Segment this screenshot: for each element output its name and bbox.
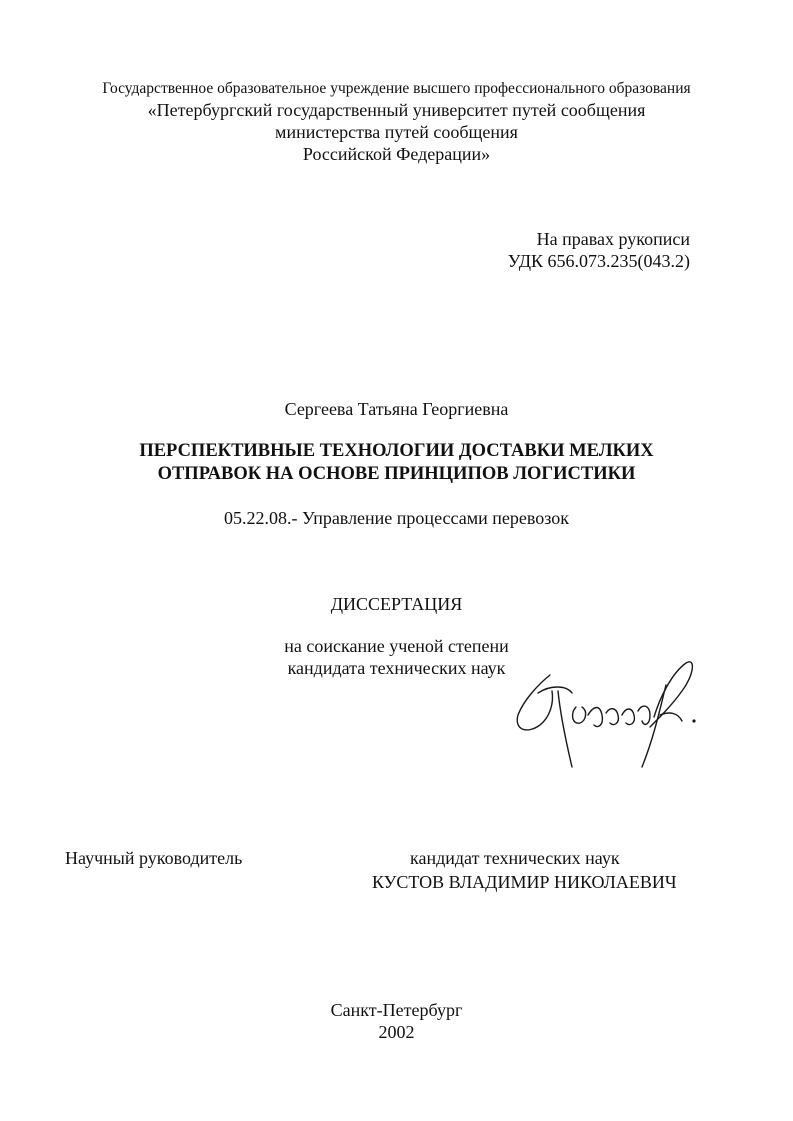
year: 2002 bbox=[378, 1022, 415, 1042]
supervisor-label: Научный руководитель bbox=[65, 848, 243, 868]
supervisor-degree: кандидат технических наук bbox=[410, 848, 620, 868]
city: Санкт-Петербург bbox=[330, 1000, 463, 1020]
supervisor-name: КУСТОВ ВЛАДИМИР НИКОЛАЕВИЧ bbox=[372, 872, 677, 892]
udc-code: УДК 656.073.235(043.2) bbox=[507, 251, 690, 271]
document-type: ДИССЕРТАЦИЯ bbox=[330, 594, 463, 614]
author-name: Сергеева Татьяна Георгиевна bbox=[284, 399, 509, 419]
handwritten-signature bbox=[510, 655, 705, 770]
thesis-title-line-2: ОТПРАВОК НА ОСНОВЕ ПРИНЦИПОВ ЛОГИСТИКИ bbox=[157, 464, 636, 484]
degree-line-1: на соискание ученой степени bbox=[284, 636, 509, 656]
specialty-code: 05.22.08.- Управление процессами перевозок bbox=[224, 508, 569, 528]
institution-line-3: министерства путей сообщения bbox=[275, 122, 518, 142]
thesis-title-line-1: ПЕРСПЕКТИВНЫЕ ТЕХНОЛОГИИ ДОСТАВКИ МЕЛКИХ bbox=[139, 441, 654, 461]
institution-line-2: «Петербургский государственный университет путей сообщения bbox=[147, 100, 646, 120]
manuscript-rights: На правах рукописи bbox=[536, 229, 690, 249]
degree-line-2: кандидата технических наук bbox=[287, 658, 506, 678]
institution-line-4: Российской Федерации» bbox=[302, 144, 491, 164]
institution-line-1: Государственное образовательное учреждение высшего профессионального образования bbox=[102, 80, 691, 97]
